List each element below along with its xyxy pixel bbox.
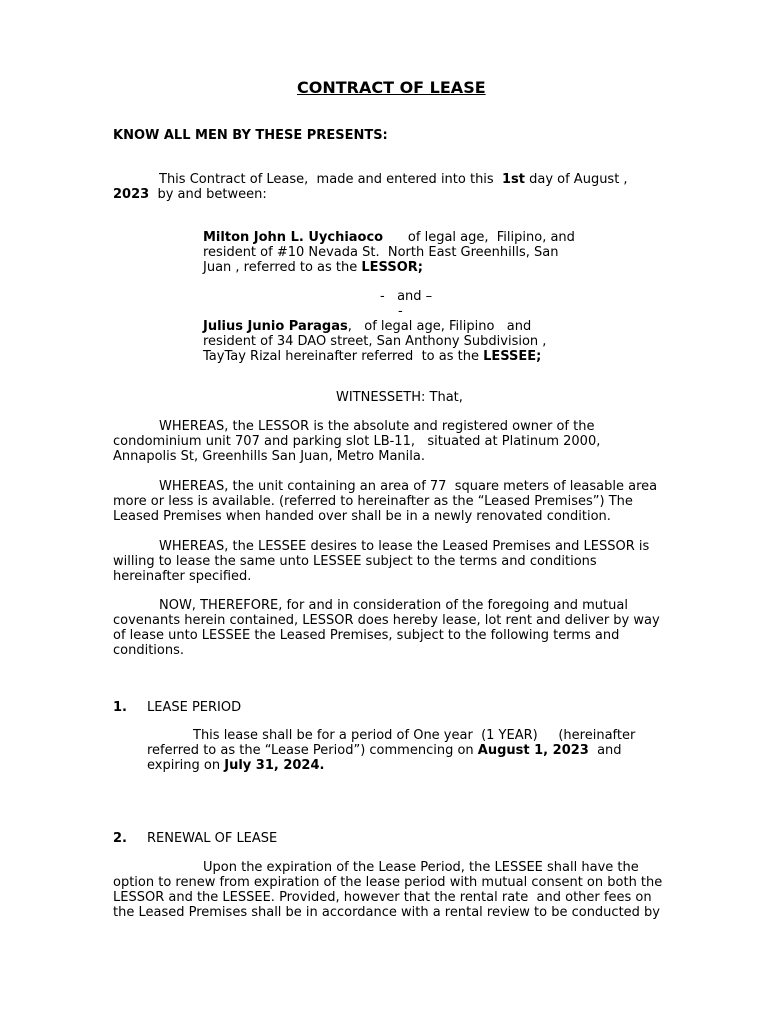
lease-start-date: August 1, 2023 [477, 743, 589, 758]
lessor-name: Milton John L. Uychiaoco [203, 230, 384, 245]
lessor-line-1: Milton John L. Uychiaoco of legal age, Filipino, and [203, 230, 575, 245]
whereas1-line-2: condominium unit 707 and parking slot LB-11, situated at Platinum 2000, [113, 434, 601, 449]
whereas3-line-3: hereinafter specified. [113, 569, 252, 584]
lessee-line-1: Julius Junio Paragas, of legal age, Filipino and [203, 319, 532, 334]
lessor-line-3: Juan , referred to as the LESSOR; [203, 260, 423, 275]
whereas3-line-1: WHEREAS, the LESSEE desires to lease the Leased Premises and LESSOR is [159, 539, 650, 554]
whereas3-line-2: willing to lease the same unto LESSEE subject to the terms and conditions [113, 554, 597, 569]
lessee-name: Julius Junio Paragas [203, 319, 348, 334]
now-therefore-line-2: covenants herein contained, LESSOR does hereby lease, lot rent and deliver by way [113, 613, 660, 628]
and-separator: - and – [380, 289, 433, 304]
whereas2-line-1: WHEREAS, the unit containing an area of 77 square meters of leasable area [159, 479, 658, 494]
opening-line-1: This Contract of Lease, made and entered into this 1st day of August , [159, 172, 628, 187]
now-therefore-line-4: conditions. [113, 643, 185, 658]
whereas1-line-1: WHEREAS, the LESSOR is the absolute and registered owner of the [159, 419, 595, 434]
witnesseth: WITNESSETH: That, [336, 390, 463, 405]
now-therefore-line-1: NOW, THEREFORE, for and in consideration of the foregoing and mutual [159, 598, 628, 613]
section2-line-4: the Leased Premises shall be in accordance with a rental review to be conducted by [113, 905, 660, 920]
section2-line-3: LESSOR and the LESSEE. Provided, however that the rental rate and other fees on [113, 890, 652, 905]
lessee-line-3: TayTay Rizal hereinafter referred to as the LESSEE; [203, 349, 542, 364]
section1-line-2: referred to as the “Lease Period”) commencing on August 1, 2023 and [147, 743, 622, 758]
section1-number: 1. [113, 700, 127, 715]
whereas2-line-3: Leased Premises when handed over shall be in a newly renovated condition. [113, 509, 611, 524]
lessor-line-2: resident of #10 Nevada St. North East Greenhills, San [203, 245, 559, 260]
section2-line-2: option to renew from expiration of the lease period with mutual consent on both the [113, 875, 663, 890]
lease-end-date: July 31, 2024. [224, 758, 325, 773]
now-therefore-line-3: of lease unto LESSEE the Leased Premises, subject to the following terms and [113, 628, 620, 643]
opening-line-2: 2023 by and between: [113, 187, 267, 202]
section1-heading: LEASE PERIOD [147, 700, 242, 715]
section2-heading: RENEWAL OF LEASE [147, 831, 278, 846]
section1-line-1: This lease shall be for a period of One year (1 YEAR) (hereinafter [193, 728, 636, 743]
intro-heading: KNOW ALL MEN BY THESE PRESENTS: [113, 128, 388, 143]
section2-number: 2. [113, 831, 127, 846]
section2-line-1: Upon the expiration of the Lease Period, the LESSEE shall have the [203, 860, 639, 875]
whereas2-line-2: more or less is available. (referred to hereinafter as the “Leased Premises”) The [113, 494, 633, 509]
and-dash: - [398, 304, 403, 319]
document-title: CONTRACT OF LEASE [297, 78, 486, 97]
section1-line-3: expiring on July 31, 2024. [147, 758, 325, 773]
whereas1-line-3: Annapolis St, Greenhills San Juan, Metro Manila. [113, 449, 425, 464]
lessee-line-2: resident of 34 DAO street, San Anthony Subdivision , [203, 334, 547, 349]
